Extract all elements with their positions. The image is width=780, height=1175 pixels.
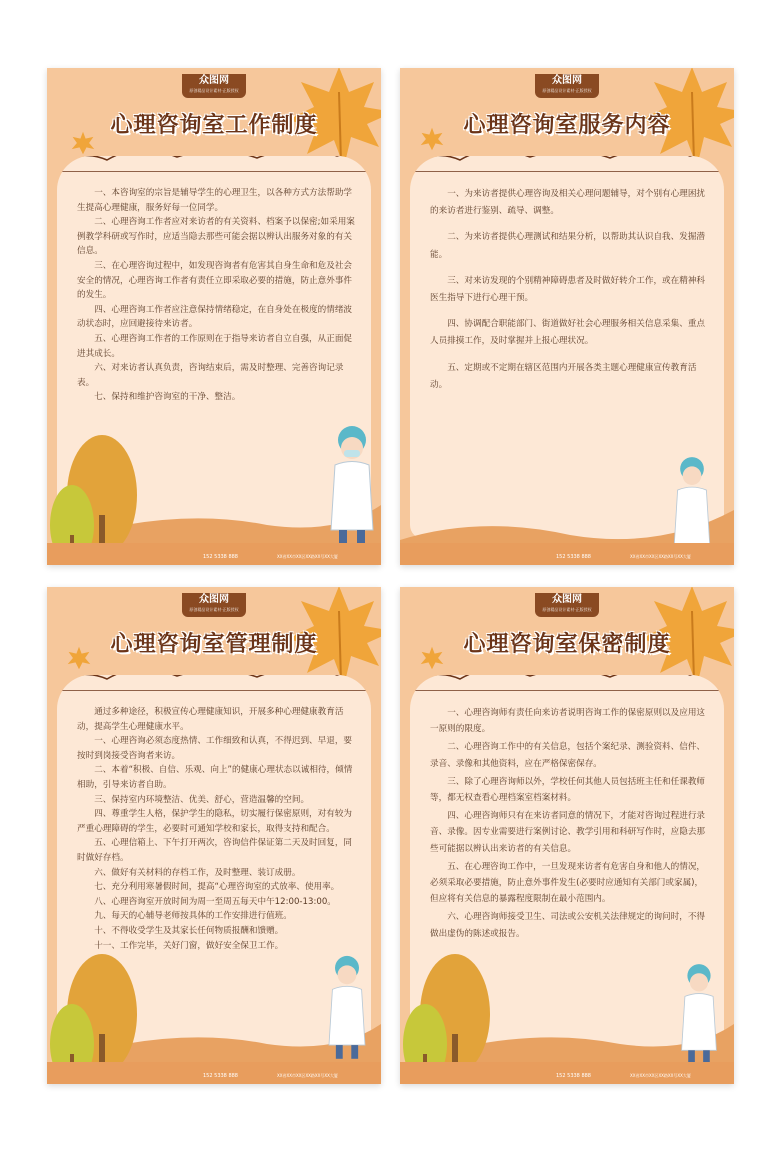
footer-address: XX省XX市XX区XX路XX号XX大厦	[277, 554, 338, 559]
footer-address: XX省XX市XX区XX路XX号XX大厦	[630, 554, 691, 559]
logo-sub: 原创精品设计素材·正版授权	[542, 607, 592, 612]
footer-phone: 152 5338 888	[203, 554, 238, 560]
logo-sub: 原创精品设计素材·正版授权	[542, 88, 592, 93]
poster-title: 心理咨询室保密制度	[463, 632, 671, 657]
paragraph: 九、每天的心辅导老师按具体的工作安排进行值班。	[94, 911, 292, 922]
paragraph: 三、保持室内环境整洁、优美、舒心，营造温馨的空间。	[94, 794, 310, 805]
paragraph: 三、在心理咨询过程中，如发现咨询者有危害其自身生命和危及社会安全的情况，心理咨询工作者有责任立即采取必要的措施，防止意外事件的发生。	[77, 260, 353, 301]
cloud-edge	[57, 156, 371, 172]
paragraph: 四、心理咨询工作者应注意保持情绪稳定，在自身处在极度的情绪波动状态时，应回避接待来访者。	[77, 304, 353, 330]
paragraph: 四、心理咨询师只有在来访者同意的情况下，才能对咨询过程进行录音、录像。因专业需要进行案例讨论、教学引用和科研写作时，应隐去那些可能据以辨认出来访者的有关信息。	[430, 811, 706, 854]
poster-title: 心理咨询室服务内容	[463, 113, 671, 138]
cloud-edge	[410, 156, 724, 172]
paragraph: 二、心理咨询工作中的有关信息，包括个案纪录、测验资料、信件、录音、录像和其他资料，应在严格保密保存。	[430, 742, 706, 769]
paragraph: 二、为来访者提供心理测试和结果分析，以帮助其认识自我、发掘潜能。	[430, 232, 706, 260]
paragraph: 五、在心理咨询工作中，一旦发现来访者有危害自身和他人的情况，必须采取必要措施，防止意外事件发生(必要时应通知有关部门或家属)，但应将有关信息的暴露程度限制在最小范围内。	[430, 861, 706, 905]
paragraph: 八、心理咨询室开放时间为周一至周五每天中午12:00-13:00。	[94, 896, 336, 907]
paragraph: 六、做好有关材料的存档工作，及时整理、装订成册。	[94, 867, 301, 878]
logo-name: 众图网	[199, 594, 229, 605]
paragraph: 三、对来访发现的个别精神障碍患者及时做好转介工作，或在精神科医生指导下进行心理干预。	[430, 275, 706, 304]
footer-phone: 152 5338 888	[556, 554, 591, 560]
brand-logo	[535, 74, 599, 98]
paragraph: 七、充分利用寒暑假时间，提高“心理咨询室的式放率、使用率。	[94, 882, 340, 893]
body-text	[77, 705, 357, 953]
footer-address: XX省XX市XX区XX路XX号XX大厦	[277, 1073, 338, 1078]
paragraph: 一、为来访者提供心理咨询及相关心理问题辅导，对个别有心理困扰的来访者进行鉴别、疏导、调整。	[430, 189, 706, 217]
body-text	[430, 705, 710, 944]
paragraph: 五、心理信箱上、下午打开两次，咨询信件保证第二天及时回复，同时做好存档。	[77, 838, 353, 863]
paragraph: 四、尊重学生人格，保护学生的隐私，切实履行保密原则，对有较为严重心理障碍的学生，必要时可通知学校和家长，取得支持和配合。	[77, 809, 353, 834]
brand-logo	[535, 593, 599, 617]
poster-title: 心理咨询室管理制度	[110, 632, 318, 657]
footer-phone: 152 5338 888	[556, 1073, 591, 1079]
logo-name: 众图网	[552, 594, 582, 605]
poster-title: 心理咨询室工作制度	[110, 113, 318, 138]
logo-name: 众图网	[199, 75, 229, 86]
paragraph: 一、本咨询室的宗旨是辅导学生的心理卫生，以各种方式方法帮助学生提高心理健康，服务好每一位同学。	[77, 188, 353, 213]
logo-name: 众图网	[552, 75, 582, 86]
cloud-edge	[410, 675, 724, 691]
body-text	[77, 186, 357, 405]
poster-management-rules	[47, 587, 381, 1084]
paragraph: 七、保持和维护咨询室的干净、整洁。	[94, 392, 241, 403]
paragraph: 三、除了心理咨询师以外，学校任何其他人员包括班主任和任课教师等，都无权查看心理档案室档案材料。	[430, 776, 706, 804]
doctor-illustration	[317, 949, 377, 1064]
paragraph: 四、协调配合职能部门、街道做好社会心理服务相关信息采集、重点人员排摸工作，及时掌握并上报心理状况。	[430, 319, 706, 347]
paragraph: 五、定期或不定期在辖区范围内开展各类主题心理健康宣传教育活动。	[430, 362, 697, 390]
paragraph: 二、心理咨询工作者应对来访者的有关资料、档案予以保密;如采用案例教学科研或写作时，应适当隐去那些可能会据以辨认出服务对象的有关信息。	[77, 217, 355, 257]
paragraph: 通过多种途径，积极宣传心理健康知识，开展多种心理健康教育活动，提高学生心理健康水平。	[77, 707, 344, 732]
footer-phone: 152 5338 888	[203, 1073, 238, 1079]
paragraph: 五、心理咨询工作者的工作原则在于指导来访者自立自强，从正面促进其成长。	[77, 333, 353, 359]
cloud-edge	[57, 675, 371, 691]
paragraph: 六、对来访者认真负责，咨询结束后，需及时整理、完善咨询记录表。	[77, 363, 344, 388]
paragraph: 二、本着“积极、自信、乐观、向上”的健康心理状态以诚相待，倾情相助，引导来访者自助。	[77, 765, 353, 790]
paragraph: 十一、工作完毕，关好门窗，做好安全保卫工作。	[94, 940, 284, 951]
footer-address: XX省XX市XX区XX路XX号XX大厦	[630, 1073, 691, 1078]
paragraph: 六、心理咨询师接受卫生、司法或公安机关法律规定的询问时，不得做出虚伪的陈述或报告。	[430, 912, 706, 939]
poster-work-rules	[47, 68, 381, 565]
logo-sub: 原创精品设计素材·正版授权	[189, 607, 239, 612]
doctor-illustration	[670, 959, 728, 1067]
poster-confidentiality-rules	[400, 587, 734, 1084]
doctor-illustration	[317, 420, 381, 550]
paragraph: 一、心理咨询必须态度热情、工作细致和认真，不得迟到、早退，要按时到岗接受咨询者来访。	[77, 736, 353, 761]
brand-logo	[182, 74, 246, 98]
body-text	[430, 186, 710, 403]
poster-service-content	[400, 68, 734, 565]
logo-sub: 原创精品设计素材·正版授权	[189, 88, 239, 93]
paragraph: 十、不得收受学生及其家长任何物质报酬和馈赠。	[94, 925, 284, 936]
paragraph: 一、心理咨询师有责任向来访者说明咨询工作的保密原则以及应用这一原则的限度。	[430, 708, 706, 735]
brand-logo	[182, 593, 246, 617]
